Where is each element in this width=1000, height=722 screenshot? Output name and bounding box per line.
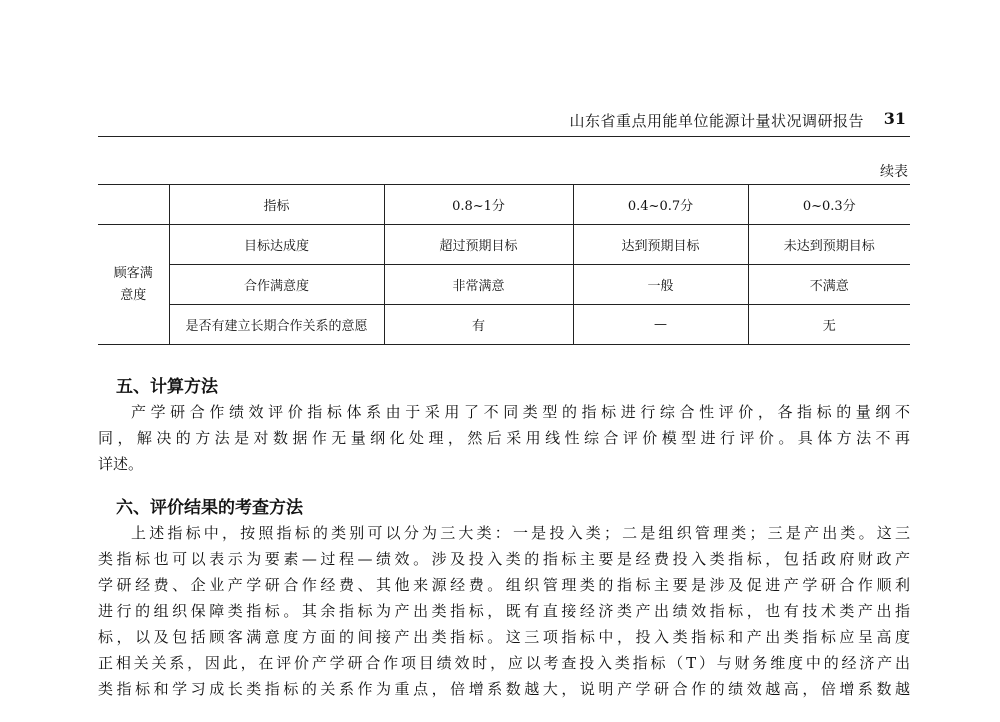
- score-low-cell: 未达到预期目标: [748, 225, 910, 265]
- paragraph-line: 类指标和学习成长类指标的关系作为重点，倍增系数越大，说明产学研合作的绩效越高，倍增系数越: [98, 680, 910, 698]
- score-mid-cell: —: [573, 305, 748, 345]
- paragraph-line: 同，解决的方法是对数据作无量纲化处理，然后采用线性综合评价模型进行评价。具体方法不再: [98, 429, 910, 447]
- column-header: 0.8~1分: [384, 185, 573, 225]
- column-header: 0~0.3分: [748, 185, 910, 225]
- column-header: 指标: [169, 185, 384, 225]
- paragraph-line: 标，以及包括顾客满意度方面的间接产出类指标。这三项指标中，投入类指标和产出类指标应呈高度: [98, 628, 910, 646]
- paragraph-line: 详述。: [98, 455, 144, 473]
- group-label-line: 顾客满: [113, 265, 153, 281]
- paragraph-calculation: [98, 399, 910, 477]
- indicator-cell: 合作满意度: [169, 265, 384, 305]
- table-row: [98, 265, 910, 305]
- paragraph-line: 正相关关系，因此，在评价产学研合作项目绩效时，应以考查投入类指标（T）与财务维度中的经济产出: [98, 654, 910, 672]
- score-mid-cell: 达到预期目标: [573, 225, 748, 265]
- score-high-cell: 非常满意: [384, 265, 573, 305]
- column-header: 0.4~0.7分: [573, 185, 748, 225]
- corner-cell: [98, 185, 169, 225]
- table-header-row: [98, 185, 910, 225]
- group-label-line: 意度: [120, 287, 147, 303]
- evaluation-table: [98, 184, 910, 345]
- running-header: [98, 106, 910, 137]
- paragraph-line: 类指标也可以表示为要素—过程—绩效。涉及投入类的指标主要是经费投入类指标，包括政府财政产: [98, 550, 910, 568]
- score-high-cell: 有: [384, 305, 573, 345]
- section-heading-review: 六、评价结果的考查方法: [116, 498, 303, 518]
- paragraph-review: [98, 520, 910, 702]
- section-heading-calculation: 五、计算方法: [116, 377, 218, 397]
- indicator-cell: 是否有建立长期合作关系的意愿: [169, 305, 384, 345]
- table-row: [98, 225, 910, 265]
- score-low-cell: 无: [748, 305, 910, 345]
- indicator-cell: 目标达成度: [169, 225, 384, 265]
- score-high-cell: 超过预期目标: [384, 225, 573, 265]
- paragraph-line: 产学研合作绩效评价指标体系由于采用了不同类型的指标进行综合性评价，各指标的量纲不: [131, 403, 910, 421]
- continuation-label: 续表: [880, 164, 908, 180]
- page-number: 31: [883, 109, 906, 128]
- header-title: 山东省重点用能单位能源计量状况调研报告: [569, 112, 864, 130]
- group-label-cell: [98, 225, 169, 345]
- paragraph-line: 上述指标中，按照指标的类别可以分为三大类：一是投入类；二是组织管理类；三是产出类。这三: [131, 524, 910, 542]
- score-low-cell: 不满意: [748, 265, 910, 305]
- score-mid-cell: 一般: [573, 265, 748, 305]
- table-row: [98, 305, 910, 345]
- paragraph-line: 学研经费、企业产学研合作经费、其他来源经费。组织管理类的指标主要是涉及促进产学研合作顺利: [98, 576, 910, 594]
- paragraph-line: 进行的组织保障类指标。其余指标为产出类指标，既有直接经济类产出绩效指标，也有技术类产出指: [98, 602, 910, 620]
